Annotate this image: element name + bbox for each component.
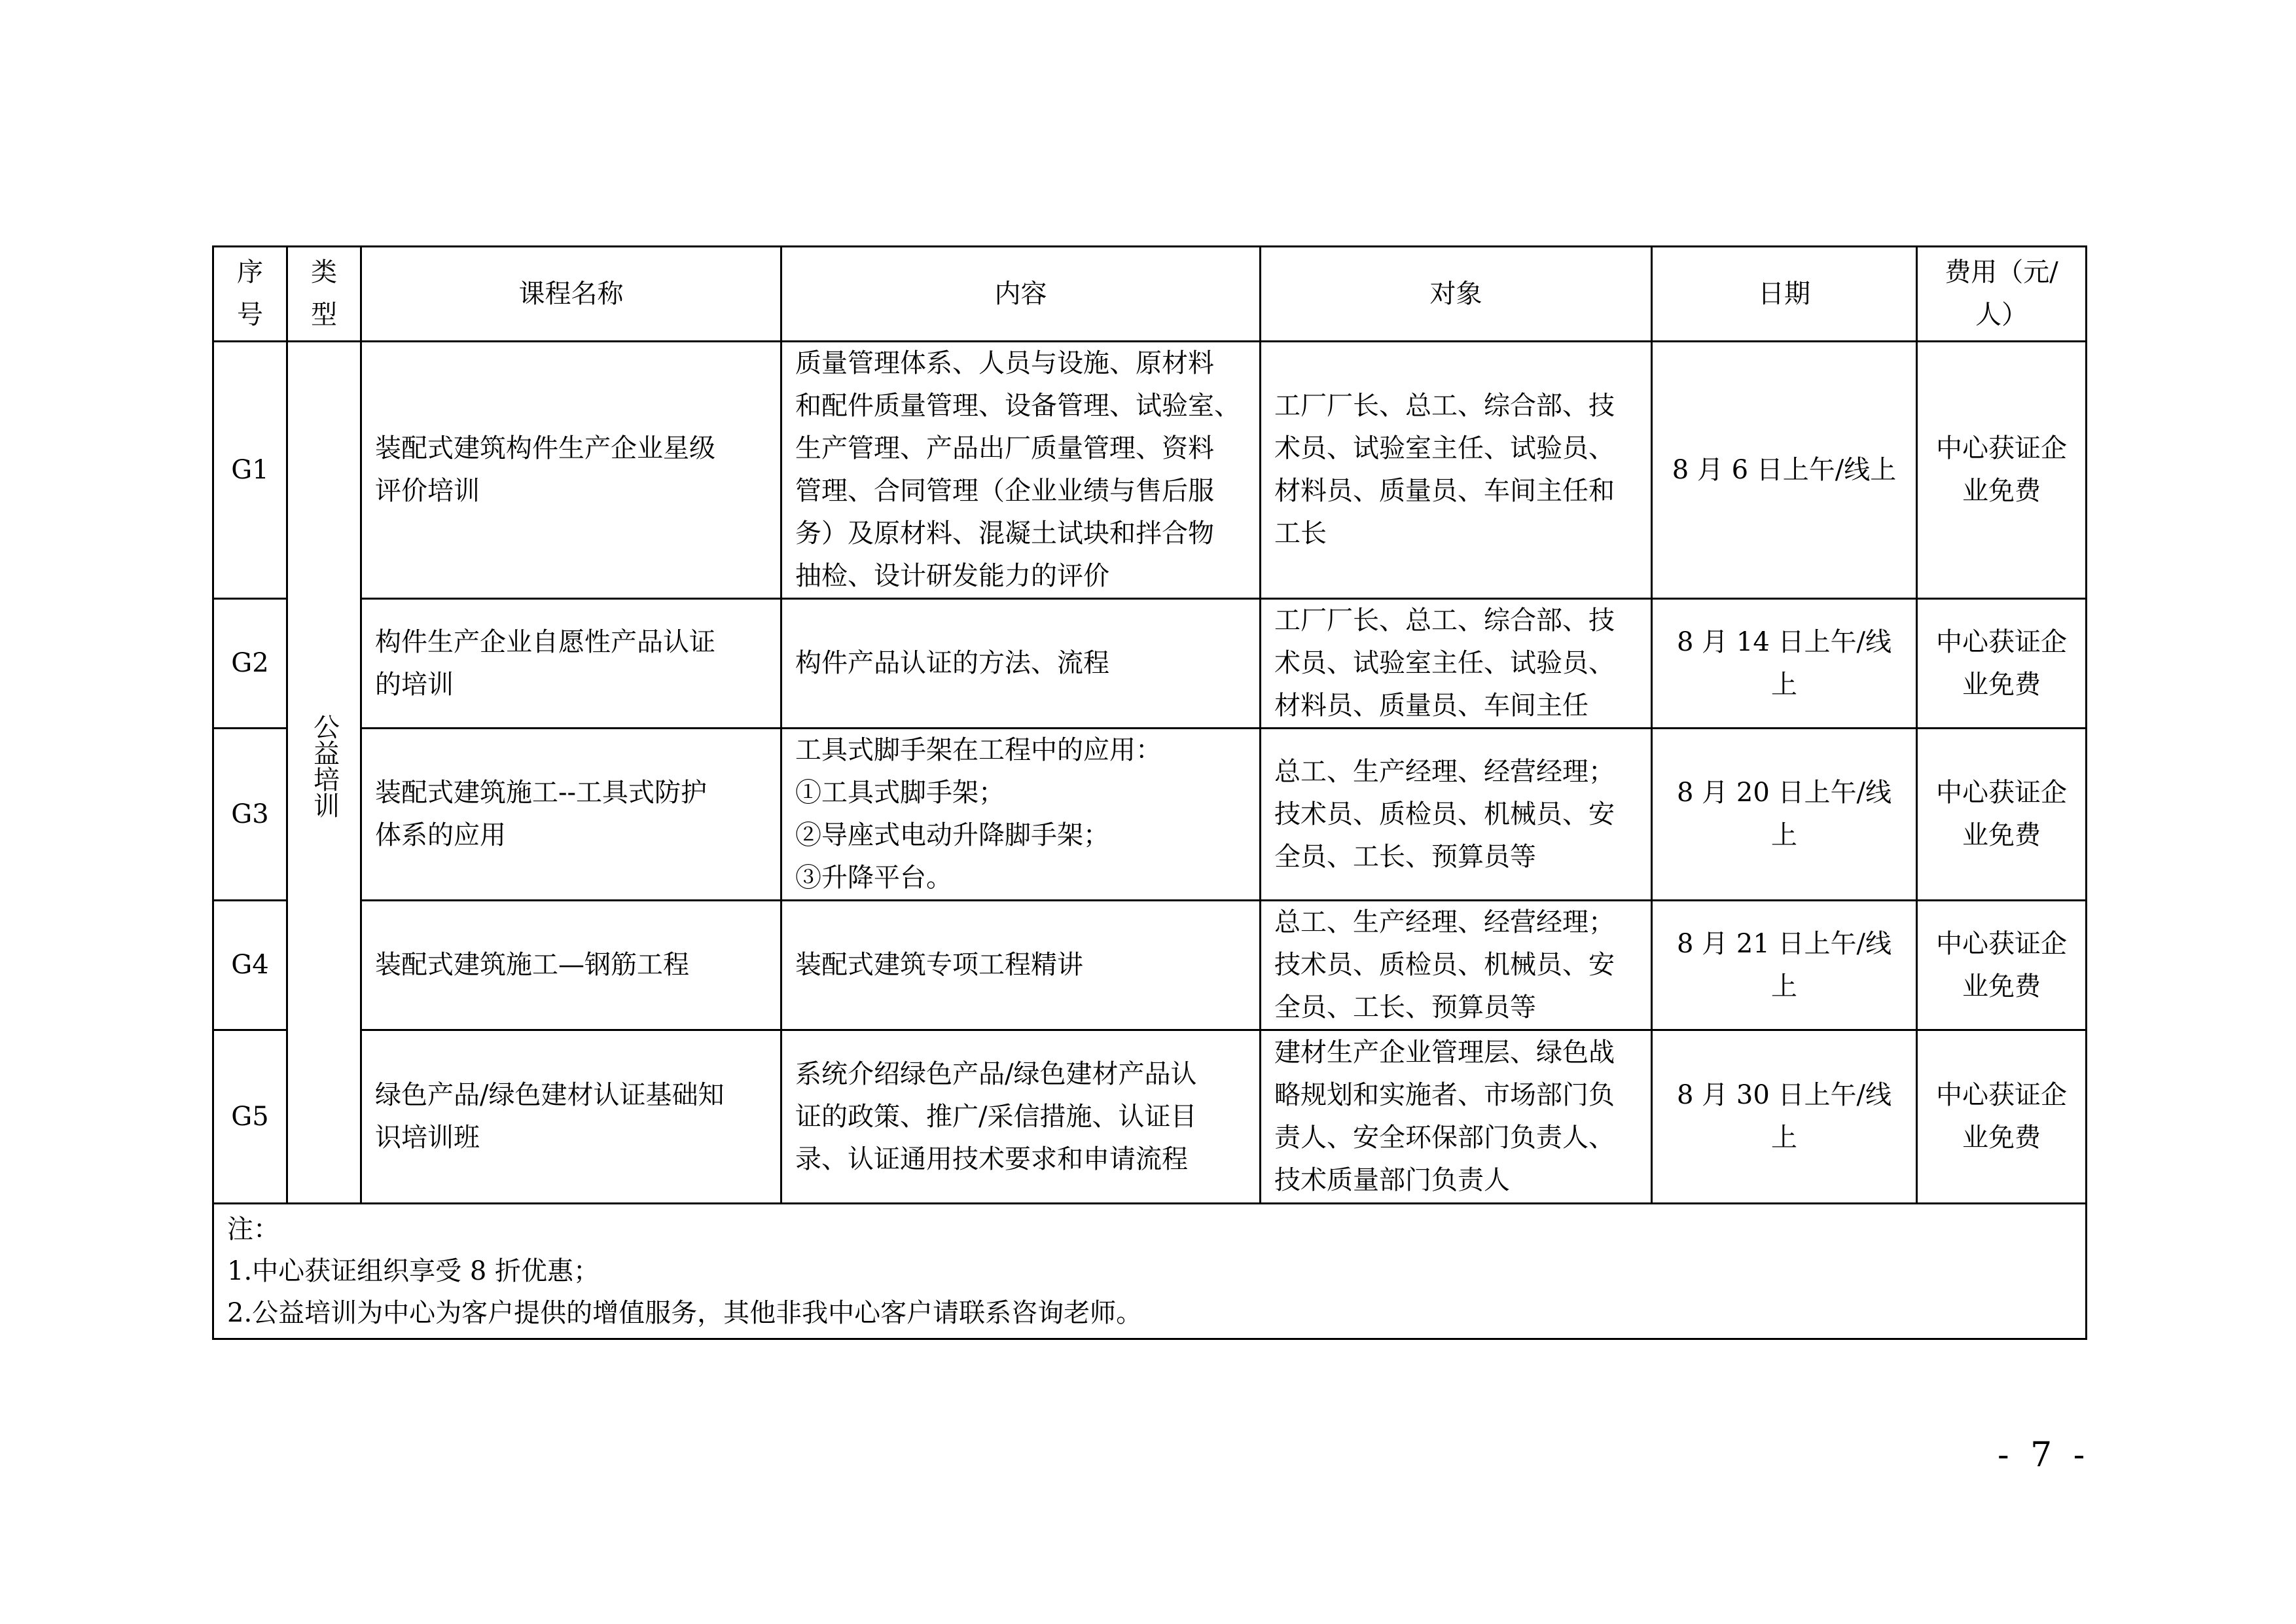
header-fee: 费用（元/ 人） bbox=[1917, 247, 2087, 342]
table-row bbox=[213, 342, 2087, 599]
course-content: 装配式建筑专项工程精讲 bbox=[781, 901, 1261, 1030]
training-schedule-table bbox=[212, 245, 2087, 1340]
notes-cell bbox=[213, 1204, 2087, 1339]
header-course: 课程名称 bbox=[361, 247, 781, 342]
row-id: G2 bbox=[213, 599, 287, 729]
course-name: 装配式建筑构件生产企业星级 评价培训 bbox=[361, 342, 781, 599]
row-id: G4 bbox=[213, 901, 287, 1030]
table-row bbox=[213, 729, 2087, 901]
course-name: 装配式建筑施工—钢筋工程 bbox=[361, 901, 781, 1030]
table-row bbox=[213, 1030, 2087, 1204]
table-header-row bbox=[213, 247, 2087, 342]
category-label: 公益培训 bbox=[309, 713, 340, 818]
course-fee: 中心获证企 业免费 bbox=[1917, 342, 2087, 599]
course-date: 8 月 30 日上午/线 上 bbox=[1652, 1030, 1917, 1204]
category-cell bbox=[287, 342, 361, 1204]
course-audience: 总工、生产经理、经营经理； 技术员、质检员、机械员、安 全员、工长、预算员等 bbox=[1261, 901, 1652, 1030]
table-row bbox=[213, 901, 2087, 1030]
header-audience: 对象 bbox=[1261, 247, 1652, 342]
header-date: 日期 bbox=[1652, 247, 1917, 342]
course-audience: 建材生产企业管理层、绿色战 略规划和实施者、市场部门负 责人、安全环保部门负责人、 技术质量部门负责人 bbox=[1261, 1030, 1652, 1204]
course-audience: 工厂厂长、总工、综合部、技 术员、试验室主任、试验员、 材料员、质量员、车间主任 bbox=[1261, 599, 1652, 729]
course-content: 质量管理体系、人员与设施、原材料 和配件质量管理、设备管理、试验室、 生产管理、产品出厂质量管理、资料 管理、合同管理（企业业绩与售后服 务）及原材料、混凝土试块和拌合物 抽检、设计研发能力的评价 bbox=[781, 342, 1261, 599]
row-id: G5 bbox=[213, 1030, 287, 1204]
course-content: 构件产品认证的方法、流程 bbox=[781, 599, 1261, 729]
note-item: 1.中心获证组织享受 8 折优惠； bbox=[227, 1256, 600, 1286]
course-date: 8 月 14 日上午/线 上 bbox=[1652, 599, 1917, 729]
table-row bbox=[213, 599, 2087, 729]
course-audience: 总工、生产经理、经营经理； 技术员、质检员、机械员、安 全员、工长、预算员等 bbox=[1261, 729, 1652, 901]
course-fee: 中心获证企 业免费 bbox=[1917, 901, 2087, 1030]
course-fee: 中心获证企 业免费 bbox=[1917, 729, 2087, 901]
course-content: 工具式脚手架在工程中的应用： ①工具式脚手架； ②导座式电动升降脚手架； ③升降平台。 bbox=[781, 729, 1261, 901]
course-date: 8 月 21 日上午/线 上 bbox=[1652, 901, 1917, 1030]
note-item: 2.公益培训为中心为客户提供的增值服务，其他非我中心客户请联系咨询老师。 bbox=[227, 1298, 1143, 1328]
course-fee: 中心获证企 业免费 bbox=[1917, 599, 2087, 729]
notes-row bbox=[213, 1204, 2087, 1339]
page-number: - 7 - bbox=[1998, 1435, 2090, 1475]
course-name: 绿色产品/绿色建材认证基础知 识培训班 bbox=[361, 1030, 781, 1204]
notes-heading: 注： bbox=[227, 1214, 279, 1244]
row-id: G3 bbox=[213, 729, 287, 901]
header-type: 类 型 bbox=[287, 247, 361, 342]
row-id: G1 bbox=[213, 342, 287, 599]
course-name: 构件生产企业自愿性产品认证 的培训 bbox=[361, 599, 781, 729]
course-fee: 中心获证企 业免费 bbox=[1917, 1030, 2087, 1204]
header-seq: 序 号 bbox=[213, 247, 287, 342]
header-content: 内容 bbox=[781, 247, 1261, 342]
course-audience: 工厂厂长、总工、综合部、技 术员、试验室主任、试验员、 材料员、质量员、车间主任和 工长 bbox=[1261, 342, 1652, 599]
course-name: 装配式建筑施工--工具式防护 体系的应用 bbox=[361, 729, 781, 901]
course-date: 8 月 20 日上午/线 上 bbox=[1652, 729, 1917, 901]
course-content: 系统介绍绿色产品/绿色建材产品认 证的政策、推广/采信措施、认证目 录、认证通用技术要求和申请流程 bbox=[781, 1030, 1261, 1204]
course-date: 8 月 6 日上午/线上 bbox=[1652, 342, 1917, 599]
